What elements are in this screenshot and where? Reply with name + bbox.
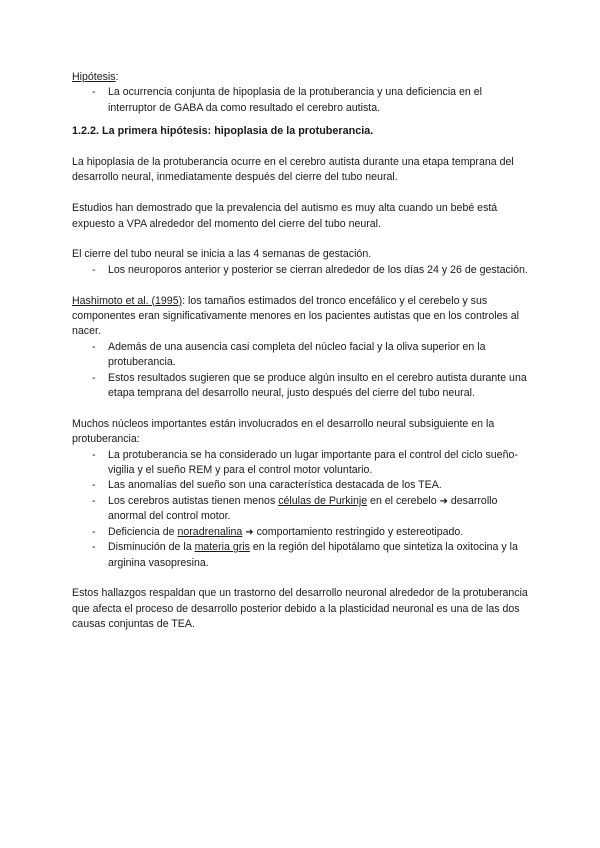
list-item: - Deficiencia de noradrenalina ➜ comportamiento restringido y estereotipado.: [72, 525, 532, 540]
hipotesis-title: Hipótesis:: [72, 71, 119, 83]
arrow-right-icon: ➜: [439, 495, 448, 507]
list-item: - Las anomalías del sueño son una característica destacada de los TEA.: [72, 478, 532, 493]
paragraph-3: El cierre del tubo neural se inicia a las 4 semanas de gestación.: [72, 248, 372, 261]
paragraph-3-list: [72, 263, 532, 278]
paragraph-4-list: [72, 340, 532, 402]
paragraph-2: Estudios han demostrado que la prevalencia del autismo es muy alta cuando un bebé está expuesto a VPA alrededor del momento del cierre del tubo neural.: [72, 202, 498, 230]
list-item: - Además de una ausencia casi completa del núcleo facial y la oliva superior en la protuberancia.: [72, 340, 532, 371]
paragraph-5-list: [72, 448, 532, 571]
arrow-right-icon: ➜: [245, 526, 254, 538]
list-item: - La ocurrencia conjunta de hipoplasia de la protuberancia y una deficiencia en el interruptor de GABA da como resultado el cerebro autista.: [72, 85, 532, 116]
section-heading: 1.2.2. La primera hipótesis: hipoplasia de la protuberancia.: [72, 125, 374, 138]
materia-gris-term: materia gris: [194, 541, 250, 554]
hashimoto-citation: Hashimoto et al. (1995): [72, 294, 183, 307]
list-item: - Los cerebros autistas tienen menos células de Purkinje en el cerebelo ➜ desarrollo anormal del control motor.: [72, 494, 532, 525]
list-item: - Estos resultados sugieren que se produce algún insulto en el cerebro autista durante una etapa temprana del desarrollo neural, justo después del cierre del tubo neural.: [72, 371, 532, 402]
list-item: - Disminución de la materia gris en la región del hipotálamo que sintetiza la oxitocina y la arginina vasopresina.: [72, 540, 532, 571]
document-body: [72, 70, 532, 633]
paragraph-6: Estos hallazgos respaldan que un trastorno del desarrollo neuronal alrededor de la protuberancia que afecta el proceso de desarrollo posterior debido a la plasticidad neuronal es una de las dos causas conjuntas de TEA.: [72, 587, 528, 631]
noradrenalina-term: noradrenalina: [177, 525, 243, 538]
paragraph-5: Muchos núcleos importantes están involucrados en el desarrollo neural subsiguiente en la protuberancia:: [72, 417, 495, 446]
purkinje-term: células de Purkinje: [278, 494, 368, 507]
paragraph-4: Hashimoto et al. (1995): los tamaños estimados del tronco encefálico y el cerebelo y sus componentes eran significativamente menores en los pacientes autistas que en los controles al nacer.: [72, 294, 519, 338]
list-item: - Los neuroporos anterior y posterior se cierran alrededor de los días 24 y 26 de gestación.: [72, 263, 532, 278]
paragraph-1: La hipoplasia de la protuberancia ocurre en el cerebro autista durante una etapa temprana del desarrollo neural, inmediatamente después del cierre del tubo neural.: [72, 156, 514, 184]
hipotesis-list: [72, 85, 532, 116]
hipotesis-label: Hipótesis: [72, 71, 116, 83]
list-item: - La protuberancia se ha considerado un lugar importante para el control del ciclo sueño-vigilia y el sueño REM y para el control motor voluntario.: [72, 448, 532, 479]
